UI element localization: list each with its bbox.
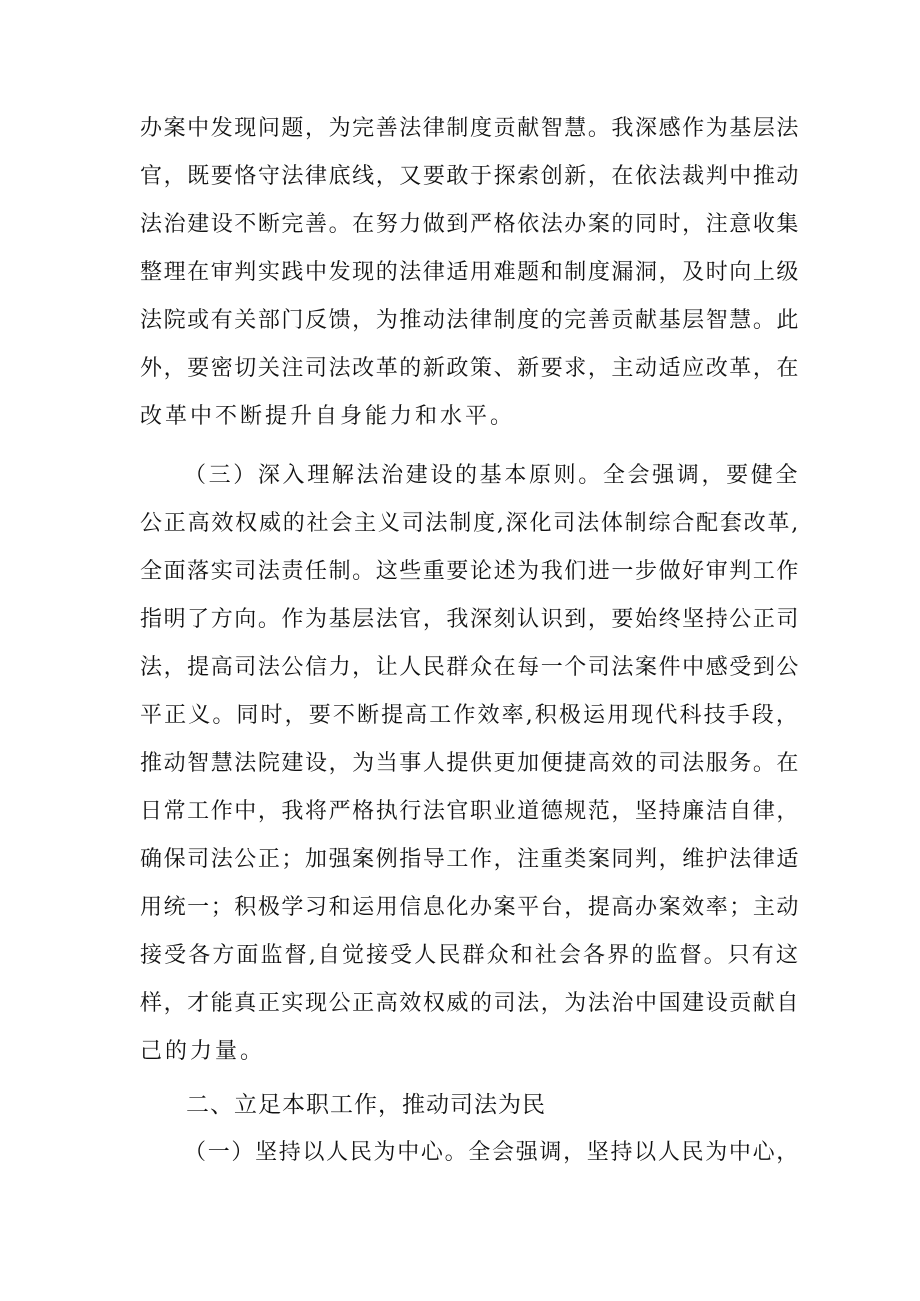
text-line: （一）坚持以人民为中心。全会强调，坚持以人民为中心， (184, 1140, 801, 1165)
text-line: 官，既要恪守法律底线，又要敢于探索创新，在依法裁判中推动 (140, 164, 801, 189)
text-line: 办案中发现问题，为完善法律制度贡献智慧。我深感作为基层法 (140, 116, 801, 141)
text-line: 日常工作中，我将严格执行法官职业道德规范，坚持廉洁自律， (140, 799, 801, 824)
text-line: 推动智慧法院建设，为当事人提供更加便捷高效的司法服务。在 (140, 751, 801, 776)
text-line: 法院或有关部门反馈，为推动法律制度的完善贡献基层智慧。此 (140, 308, 801, 333)
text-line: （三）深入理解法治建设的基本原则。全会强调，要健全 (184, 463, 801, 488)
text-line: 全面落实司法责任制。这些重要论述为我们进一步做好审判工作 (140, 559, 801, 584)
text-line: 用统一；积极学习和运用信息化办案平台，提高办案效率；主动 (140, 895, 801, 920)
text-line: 指明了方向。作为基层法官，我深刻认识到，要始终坚持公正司 (140, 607, 801, 632)
text-line: 平正义。同时，要不断提高工作效率,积极运用现代科技手段， (140, 703, 800, 728)
text-line: 改革中不断提升自身能力和水平。 (140, 404, 516, 429)
text-line: 外，要密切关注司法改革的新政策、新要求，主动适应改革，在 (140, 356, 801, 381)
text-line: 样，才能真正实现公正高效权威的司法，为法治中国建设贡献自 (140, 991, 801, 1016)
text-line: 接受各方面监督,自觉接受人民群众和社会各界的监督。只有这 (140, 943, 800, 968)
text-line: 法，提高司法公信力，让人民群众在每一个司法案件中感受到公 (140, 655, 801, 680)
section-heading: 二、立足本职工作，推动司法为民 (186, 1092, 546, 1118)
text-line: 公正高效权威的社会主义司法制度,深化司法体制综合配套改革, (140, 511, 800, 536)
text-line: 己的力量。 (140, 1039, 266, 1064)
text-line: 法治建设不断完善。在努力做到严格依法办案的同时，注意收集 (140, 212, 801, 237)
text-line: 整理在审判实践中发现的法律适用难题和制度漏洞，及时向上级 (140, 260, 801, 285)
text-line: 确保司法公正；加强案例指导工作，注重类案同判，维护法律适 (140, 847, 801, 872)
